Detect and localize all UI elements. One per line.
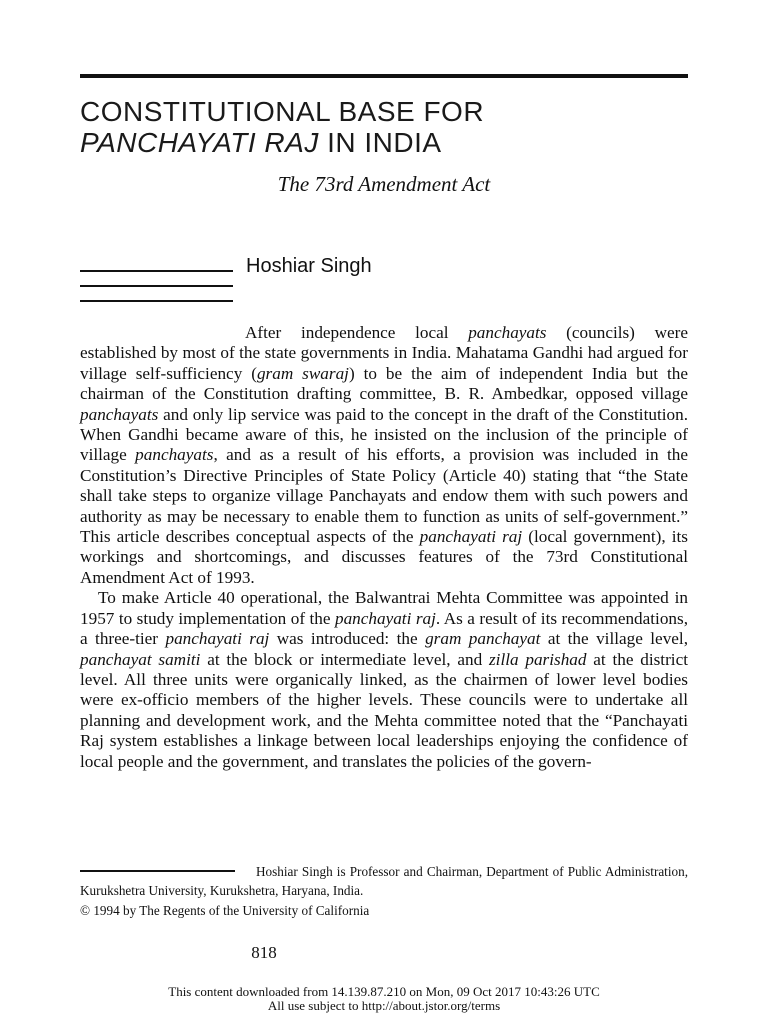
paragraph bbox=[80, 323, 688, 588]
text-run: was introduced: the bbox=[269, 629, 426, 649]
italic-term: gram swaraj bbox=[256, 363, 349, 383]
author-name: Hoshiar Singh bbox=[246, 255, 372, 277]
title-rest: IN INDIA bbox=[318, 127, 442, 158]
jstor-notice bbox=[0, 985, 768, 1013]
italic-term: panchayati raj bbox=[334, 608, 436, 628]
text-run: . As a result of its recommendations, a three-tier bbox=[80, 608, 688, 649]
article-title bbox=[80, 96, 680, 158]
author-rules bbox=[80, 270, 233, 315]
article-body bbox=[80, 323, 688, 772]
text-run: (councils) were established by most of the state governments in India. Mahatama Gandhi had argued for village self-sufficiency ( bbox=[80, 323, 688, 383]
title-italic-part: PANCHAYATI RAJ bbox=[80, 127, 319, 158]
text-run: at the village level, bbox=[540, 629, 688, 649]
text-run: ) to be the aim of independent India but the chairman of the Constitution drafting committee, B. R. Ambedkar, opposed village bbox=[80, 363, 689, 404]
author-rule bbox=[80, 300, 233, 302]
italic-term: zilla parishad bbox=[488, 649, 587, 669]
italic-term: panchayat samiti bbox=[80, 649, 201, 669]
italic-term: panchayati raj bbox=[165, 629, 270, 649]
jstor-terms-line: All use subject to http://about.jstor.org/terms bbox=[267, 998, 501, 1013]
italic-term: panchayati raj bbox=[419, 527, 523, 547]
italic-term: panchayats bbox=[135, 445, 214, 465]
author-rule bbox=[80, 285, 233, 287]
author-rule bbox=[80, 270, 233, 272]
paragraph bbox=[80, 588, 688, 772]
jstor-download-line: This content downloaded from 14.139.87.210 on Mon, 09 Oct 2017 10:43:26 UTC bbox=[168, 984, 600, 999]
top-rule bbox=[80, 74, 688, 78]
text-run: at the district level. All three units were organically linked, as the chairmen of lower level bodies were ex-officio members of the higher levels. These councils were to undertake all planning and development work, and the Mehta committee noted that the “Panchayati Raj system establishes a linkage between local leaderships enjoying the confidence of local people and the government, and translates the policies of the govern- bbox=[80, 649, 688, 771]
text-run: and only lip service was paid to the concept in the draft of the Constitution. When Gandhi became aware of this, he insisted on the inclusion of the principle of village bbox=[80, 404, 688, 465]
italic-term: panchayats bbox=[80, 404, 159, 424]
text-run: , and as a result of his efforts, a provision was included in the Constitution’s Directive Principles of State Policy (Article 40) stating that “the State shall take steps to organize village Panchayats and endow them with such powers and authority as may be necessary to enable them to function as units of self-government.” This article describes conceptual aspects of the bbox=[80, 445, 688, 547]
text-run: at the block or intermediate level, and bbox=[200, 649, 489, 669]
text-run: (local government), its workings and shortcomings, and discusses features of the 73rd Constitutional Amendment Act of 1993. bbox=[80, 527, 688, 587]
text-run: To make Article 40 operational, the Balwantrai Mehta Committee was appointed in 1957 to study implementation of the bbox=[80, 588, 688, 628]
title-line-2 bbox=[80, 127, 680, 158]
footnote: Hoshiar Singh is Professor and Chairman, Department of Public Administration, Kurukshetra University, Kurukshetra, Haryana, India. bbox=[80, 864, 688, 898]
text-run: After independence local bbox=[245, 323, 469, 342]
title-line-1: CONSTITUTIONAL BASE FOR bbox=[80, 96, 485, 127]
subtitle: The 73rd Amendment Act bbox=[277, 172, 491, 196]
italic-term: gram panchayat bbox=[425, 629, 541, 649]
italic-term: panchayats bbox=[468, 323, 547, 342]
page-number: 818 bbox=[251, 943, 277, 962]
copyright: © 1994 by The Regents of the University of California bbox=[80, 903, 370, 918]
